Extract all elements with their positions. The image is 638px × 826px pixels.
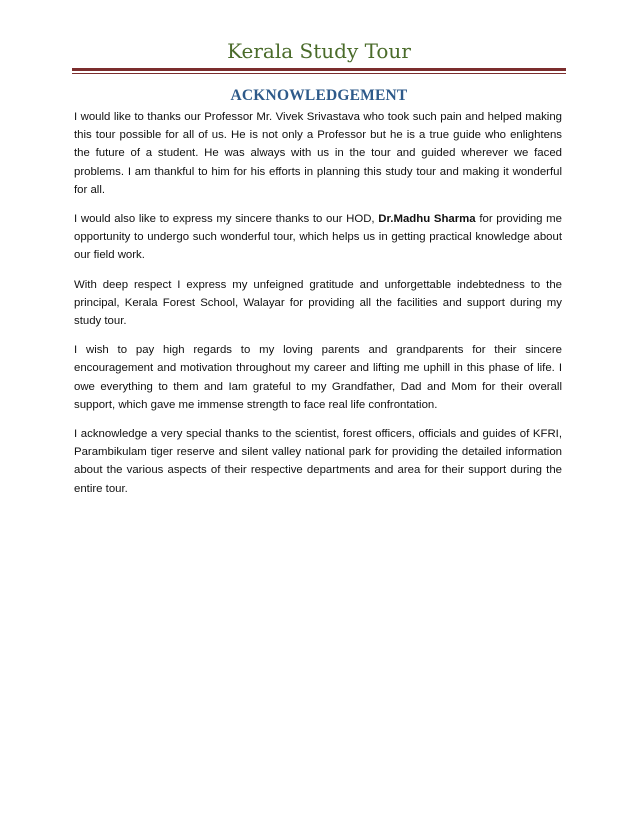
paragraph-2-text-start: I would also like to express my sincere thanks to our HOD, — [74, 213, 379, 226]
document-body — [74, 108, 562, 509]
hod-name: Dr.Madhu Sharma — [378, 213, 476, 226]
paragraph-1: I would like to thanks our Professor Mr. Vivek Srivastava who took such pain and helped making this tour possible for all of us. He is not only a Professor but he is a true guide who enlightens the future of a student. He was always with us in the tour and guided wherever we faced problems. I am thankful to him for his efforts in planning this study tour and making it wonderful for all. — [74, 111, 562, 196]
paragraph-2-text-end: for providing me opportunity to undergo such wonderful tour, which helps us in getting practical knowledge about our field work. — [74, 213, 562, 262]
page-header-title: Kerala Study Tour — [227, 39, 411, 63]
header-rule-thin — [72, 73, 566, 74]
paragraph-2 — [74, 210, 562, 265]
paragraph-3: With deep respect I express my unfeigned gratitude and unforgettable indebtedness to the principal, Kerala Forest School, Walayar for providing all the facilities and support during my study tour. — [74, 278, 562, 328]
document-heading: ACKNOWLEDGEMENT — [230, 87, 408, 104]
paragraph-4: I wish to pay high regards to my loving parents and grandparents for their sincere encouragement and motivation throughout my career and lifting me uphill in this phase of life. I owe everything to them and Iam grateful to my Grandfather, Dad and Mom for their overall support, which gave me immense strength to face real life confrontation. — [74, 344, 562, 411]
header-rule-thick — [72, 68, 566, 71]
paragraph-5: I acknowledge a very special thanks to the scientist, forest officers, officials and guides of KFRI, Parambikulam tiger reserve and silent valley national park for providing the detailed information about the various aspects of their respective departments and area for their support during the entire tour. — [74, 428, 562, 495]
